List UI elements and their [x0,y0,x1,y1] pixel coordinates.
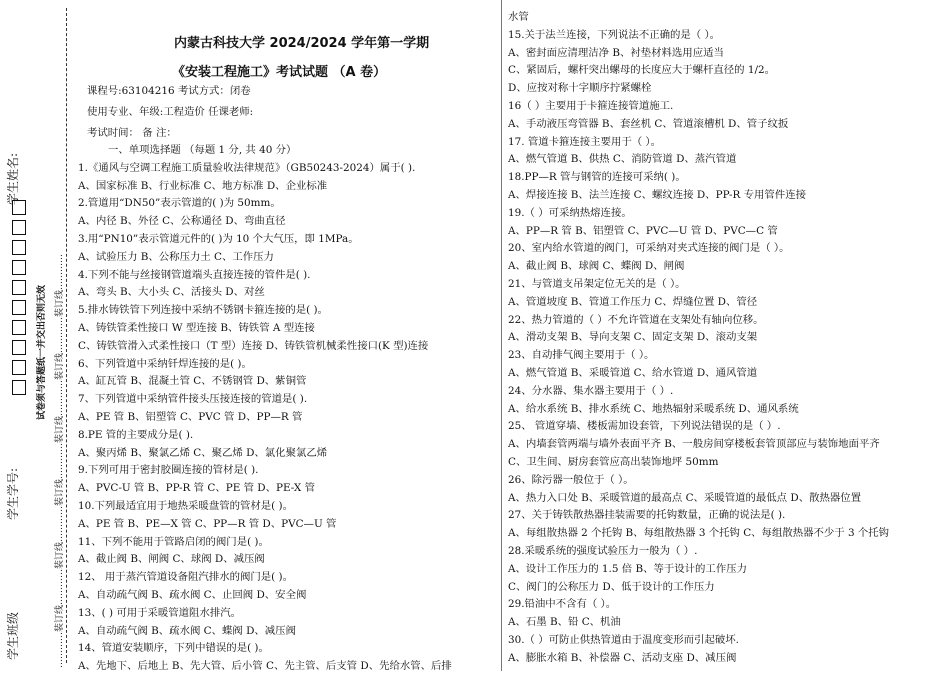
question-line: A、截止阀 B、球阀 C、蝶阀 D、闸阀 [508,260,685,273]
question-line: A、弯头 B、大小头 C、活接头 D、对丝 [78,286,265,299]
left-question-list [78,142,498,676]
question-line: A、PE 管 B、铝塑管 C、PVC 管 D、PP—R 管 [78,410,303,423]
id-box[interactable] [12,320,26,335]
question-line: A、给水系统 B、排水系统 C、地热辐射采暖系统 D、通风系统 [508,402,799,415]
question-line: C、卫生间、厨房套管应高出装饰地坪 50mm [508,455,719,468]
question-line: 15.关于法兰连接，下列说法不正确的是（ ）。 [508,28,721,41]
question-line: A、PVC-U 管 B、PP-R 管 C、PE 管 D、PE-X 管 [78,482,316,495]
question-line: A、石墨 B、铅 C、机油 [508,616,621,629]
submit-warning: 试卷须与答题纸一并交出否则无效 [37,284,47,420]
id-box[interactable] [12,240,26,255]
question-line: A、PE 管 B、PE—X 管 C、PP—R 管 D、PVC—U 管 [78,517,337,530]
student-name-label: 学生姓名: [6,152,20,205]
question-line: 水管 [508,11,529,23]
exam-subtitle: 《安装工程施工》考试试题 （A 卷） [172,65,387,80]
question-line: A、聚丙烯 B、聚氯乙烯 C、聚乙烯 D、氯化聚氯乙烯 [78,446,328,459]
question-line: 18.PP—R 管与钢管的连接可采纳( )。 [508,171,686,184]
binding-margin [0,0,80,671]
question-line: A、缸瓦管 B、混凝土管 C、不锈钢管 D、紫铜管 [78,375,307,388]
question-line: 2.管道用“DN50”表示管道的( )为 50mm。 [78,197,281,210]
question-line: 1.《通风与空调工程施工质量验收法律规范》（GB50243-2024）属于( ). [78,161,416,174]
question-line: A、自动疏气阀 B、疏水阀 C、止回阀 D、安全阀 [78,588,307,601]
question-line: A、管道坡度 B、管道工作压力 C、焊缝位置 D、管径 [508,295,758,308]
question-line: A、密封面应清理洁净 B、衬垫材料选用应适当 [508,46,724,59]
student-id-boxes [12,200,28,400]
question-line: 27、关于铸铁散热器挂装需要的托钩数量，正确的说法是( ). [508,509,786,522]
id-box[interactable] [12,360,26,375]
question-line: A、国家标准 B、行业标准 C、地方标准 D、企业标准 [78,179,328,192]
question-line: 一、单项选择题 （每题 1 分, 共 40 分） [108,144,297,156]
question-line: 14、管道安装顺序，下列中错误的是( )。 [78,642,269,655]
question-line: A、铸铁管柔性接口 W 型连接 B、铸铁管 A 型连接 [78,321,315,334]
question-line: 12、 用于蒸汽管道设备阻汽排水的阀门是( )。 [78,571,293,584]
question-line: A、燃气管道 B、采暖管道 C、给水管道 D、通风管道 [508,366,758,379]
question-line: A、滑动支架 B、导向支架 C、固定支架 D、滚动支架 [508,331,758,344]
question-line: A、手动液压弯管器 B、套丝机 C、管道滚槽机 D、管子纹扳 [508,117,789,130]
question-line: 19.（ ）可采纳热熔连接。 [508,206,632,219]
question-line: A、每组散热器 2 个托钩 B、每组散热器 3 个托钩 C、每组散热器不少于 3 个托钩 [508,527,890,540]
question-line: A、PP—R 管 B、铝塑管 C、PVC—U 管 D、PVC—C 管 [508,224,778,237]
exam-time-info: 考试时间： 备 注： [87,127,177,139]
question-line: A、膨胀水箱 B、补偿器 C、活动支座 D、减压阀 [508,651,737,664]
question-line: A、内径 B、外径 C、公称通径 D、弯曲直径 [78,215,286,228]
column-divider [501,0,502,671]
question-line: D、应按对称十字顺序拧紧螺栓 [508,82,652,95]
id-box[interactable] [12,200,26,215]
question-line: 13、( ) 可用于采暖管道阻水排汽。 [78,606,242,619]
exam-title: 内蒙古科技大学 2024/2024 学年第一学期 [174,36,430,51]
question-line: A、试验压力 B、公称压力土 C、工作压力 [78,250,274,263]
question-line: 28.采暖系统的强度试验压力一般为（ ）. [508,544,698,557]
question-line: 22、热力管道的（ ）不允许管道在支架处有轴向位移。 [508,313,764,326]
id-box[interactable] [12,380,26,395]
question-line: A、自动疏气阀 B、疏水阀 C、蝶阀 D、减压阀 [78,624,296,637]
question-line: 25、 管道穿墙、楼板需加设套管，下列说法错误的是（ ）. [508,420,781,433]
seal-line-text: …………装订线…………装订线…………装订线…………装订线…………装订线…………装订线………… [55,253,65,668]
id-box[interactable] [12,260,26,275]
question-line: 30.（ ）可防止供热管道由于温度变形而引起破坏. [508,633,739,646]
question-line: 24、分水器、集水器主要用于（ ）. [508,384,674,397]
question-line: C、铸铁管滑入式柔性接口（T 型）连接 D、铸铁管机械柔性接口(K 型)连接 [78,339,429,352]
question-line: 7、下列管道中采纳管件接头压接连接的管道是( ). [78,393,308,406]
id-box[interactable] [12,280,26,295]
question-line: 11、下列不能用于管路启闭的阀门是( )。 [78,535,269,548]
seal-line [66,8,67,663]
question-line: 5.排水铸铁管下列连接中采纳不锈钢卡箍连接的是( )。 [78,304,328,317]
question-line: A、焊接连接 B、法兰连接 C、螺纹连接 D、PP-R 专用管件连接 [508,188,806,201]
question-line: 8.PE 管的主要成分是( ). [78,428,194,441]
question-line: A、热力入口处 B、采暖管道的最高点 C、采暖管道的最低点 D、散热器位置 [508,491,862,504]
right-question-list [508,9,950,667]
course-info: 课程号:63104216 考试方式：闭卷 [87,85,251,97]
student-class-label: 学生班级 [6,611,20,660]
question-line: 26、除污器一般位于（ ）。 [508,473,634,486]
question-line: A、截止阀 B、闸阀 C、球阀 D、减压阀 [78,553,265,566]
id-box[interactable] [12,220,26,235]
major-info: 使用专业、年级:工程造价 任课老师: [87,106,254,118]
question-line: 21、与管道支吊架定位无关的是（ ）。 [508,277,686,290]
question-line: 6、下列管道中采纳钎焊连接的是( )。 [78,357,252,370]
question-line: C、阀门的公称压力 D、低于设计的工作压力 [508,580,715,593]
question-line: 29.铅油中不含有（ ）。 [508,598,617,611]
question-line: 20、室内给水管道的阀门，可采纳对夹式连接的阀门是（ ）。 [508,242,790,255]
question-line: 23、自动排气阀主要用于（ ）。 [508,349,655,362]
question-line: C、紧固后，螺杆突出螺母的长度应大于螺杆直径的 1/2。 [508,64,775,77]
question-line: 17. 管道卡箍连接主要用于（ ）。 [508,135,662,148]
id-box[interactable] [12,340,26,355]
question-line: 3.用“PN10”表示管道元件的( )为 10 个大气压，即 1MPa。 [78,232,359,245]
question-line: A、内墙套管两端与墙外表面平齐 B、一般房间穿楼板套管顶部应与装饰地面平齐 [508,438,880,451]
question-line: 10.下列最适宜用于地热采暖盘管的管材是( )。 [78,499,293,512]
question-line: 4.下列不能与丝接钢管道端头直接连接的管件是( ). [78,268,311,281]
student-id-label: 学生学号: [6,467,20,520]
question-line: 16（ ）主要用于卡箍连接管道施工. [508,99,674,112]
question-line: A、设计工作压力的 1.5 倍 B、等于设计的工作压力 [508,562,747,575]
question-line: 9.下列可用于密封胶圈连接的管材是( ). [78,464,259,477]
question-line: A、燃气管道 B、供热 C、消防管道 D、蒸汽管道 [508,153,737,166]
question-line: A、先地下、后地上 B、先大管、后小管 C、先主管、后支管 D、先给水管、后排 [78,660,452,673]
id-box[interactable] [12,300,26,315]
